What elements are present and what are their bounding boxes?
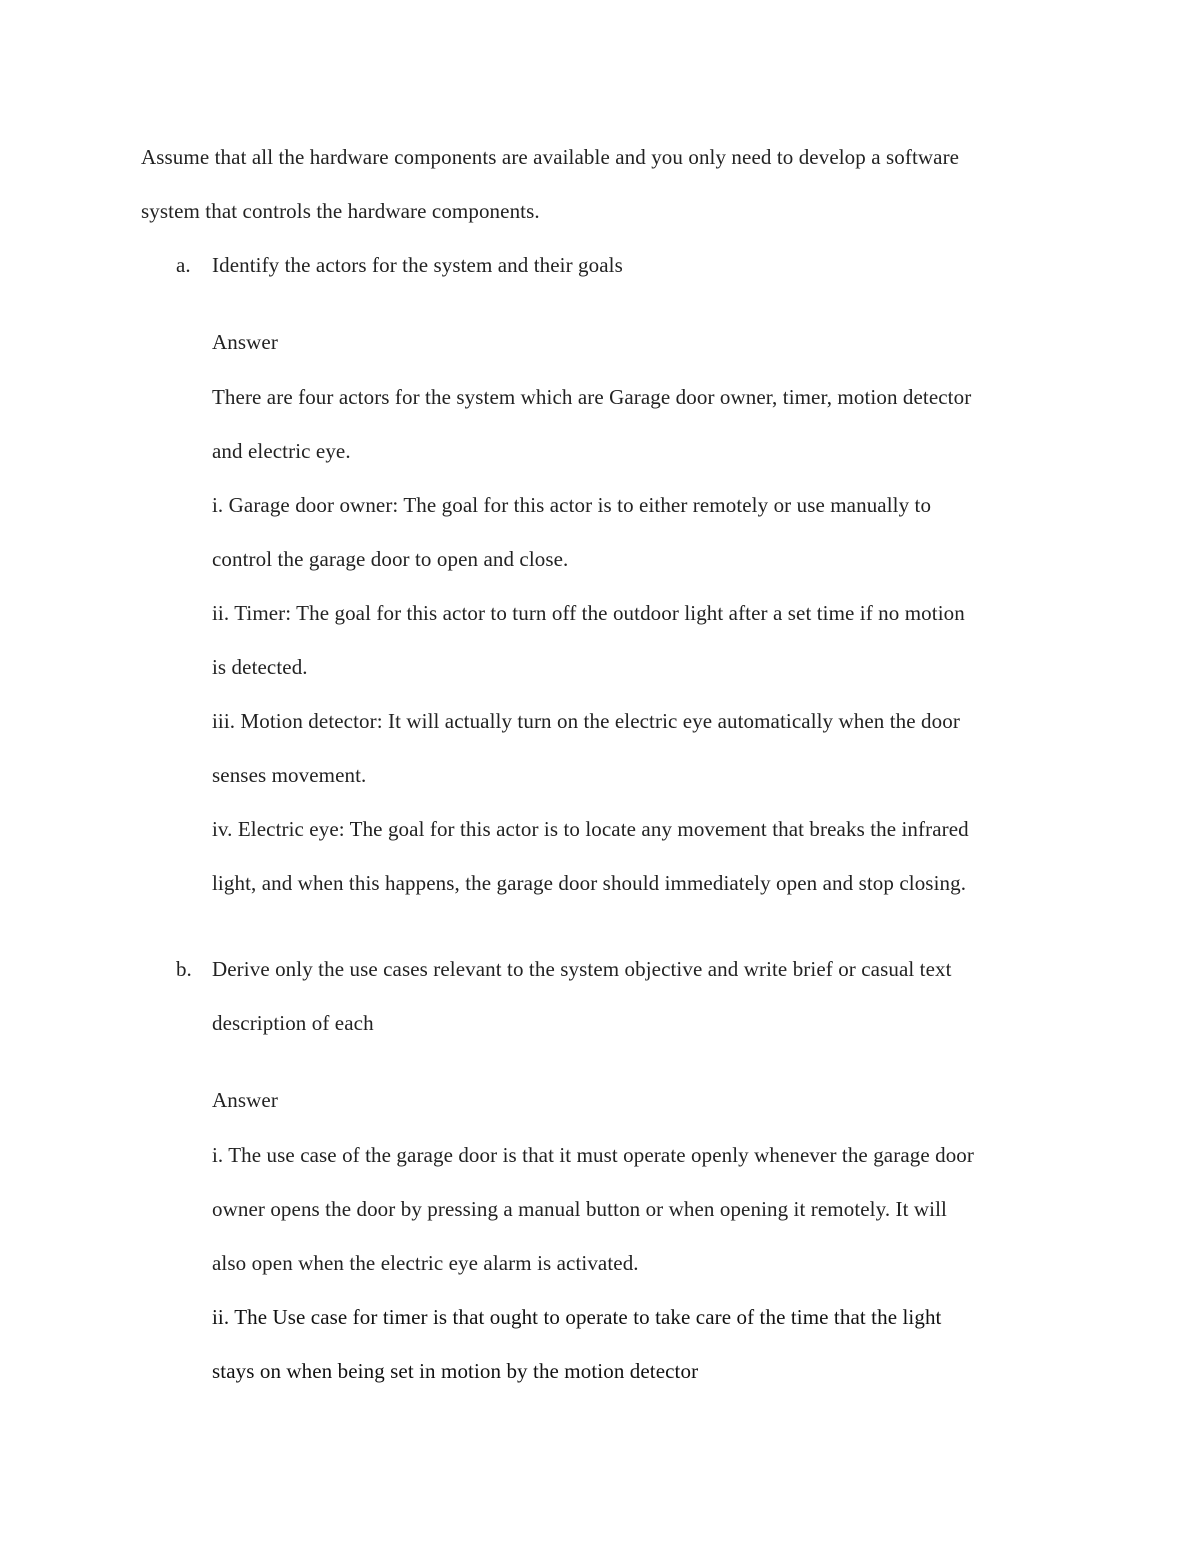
answer-b-line: ii. The Use case for timer is that ought to operate to take care of the time that the light — [212, 1305, 942, 1329]
question-b-text-line-2: description of each — [212, 1011, 374, 1035]
question-a-text: Identify the actors for the system and their goals — [212, 253, 623, 277]
answer-b-heading: Answer — [212, 1088, 278, 1112]
answer-a-line: control the garage door to open and close. — [212, 547, 569, 571]
answer-b-line: also open when the electric eye alarm is activated. — [212, 1251, 639, 1275]
answer-a-line: There are four actors for the system which are Garage door owner, timer, motion detector — [212, 385, 972, 409]
answer-b-line: stays on when being set in motion by the motion detector — [212, 1359, 699, 1383]
question-b-marker: b. — [176, 957, 192, 981]
answer-a-heading: Answer — [212, 330, 278, 354]
answer-a-line: and electric eye. — [212, 439, 351, 463]
answer-a-line: iv. Electric eye: The goal for this actor is to locate any movement that breaks the infrared — [212, 817, 969, 841]
intro-line-1: Assume that all the hardware components are available and you only need to develop a software — [141, 145, 960, 169]
answer-a-line: i. Garage door owner: The goal for this actor is to either remotely or use manually to — [212, 493, 932, 517]
answer-a-line: iii. Motion detector: It will actually turn on the electric eye automatically when the door — [212, 709, 960, 733]
answer-b-line: i. The use case of the garage door is that it must operate openly whenever the garage door — [212, 1143, 975, 1167]
question-a-marker: a. — [176, 253, 191, 277]
answer-a-line: ii. Timer: The goal for this actor to turn off the outdoor light after a set time if no motion — [212, 601, 965, 625]
answer-a-line: light, and when this happens, the garage door should immediately open and stop closing. — [212, 871, 967, 895]
answer-a-line: is detected. — [212, 655, 308, 679]
answer-b-line: owner opens the door by pressing a manual button or when opening it remotely. It will — [212, 1197, 947, 1221]
answer-a-line: senses movement. — [212, 763, 367, 787]
intro-line-2: system that controls the hardware components. — [141, 199, 540, 223]
question-b-text-line-1: Derive only the use cases relevant to the system objective and write brief or casual text — [212, 957, 952, 981]
